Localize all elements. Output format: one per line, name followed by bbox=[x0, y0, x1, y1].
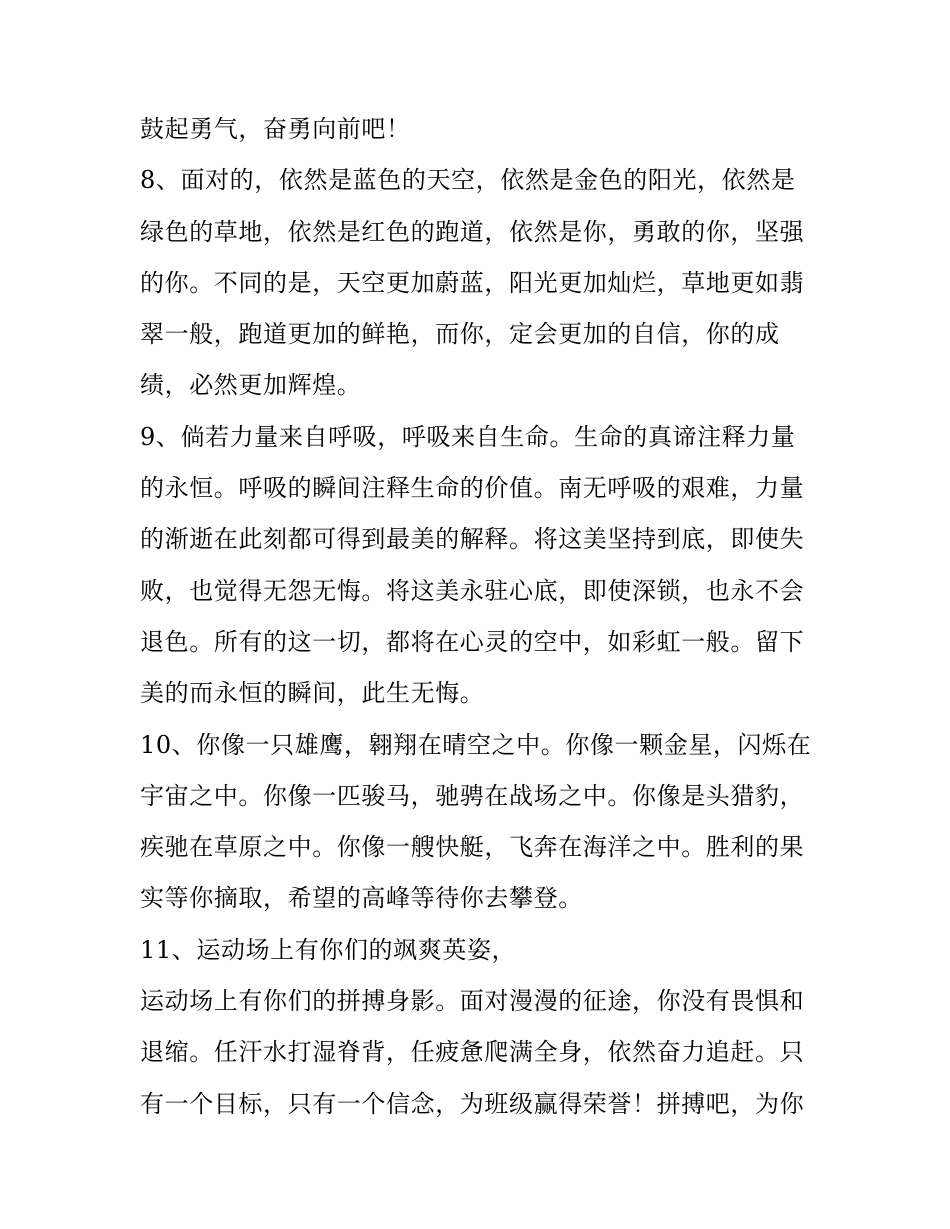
text-line: 疾驰在草原之中。你像一艘快艇，飞奔在海洋之中。胜利的果 bbox=[140, 833, 805, 862]
text-line: 11、运动场上有你们的飒爽英姿， bbox=[140, 935, 517, 964]
text-line: 退色。所有的这一切，都将在心灵的空中，如彩虹一般。留下 bbox=[140, 627, 805, 656]
text-line: 有一个目标，只有一个信念，为班级赢得荣誉！拼搏吧，为你 bbox=[140, 1089, 805, 1118]
text-line: 宇宙之中。你像一匹骏马，驰骋在战场之中。你像是头猎豹， bbox=[140, 781, 805, 810]
text-line: 的永恒。呼吸的瞬间注释生命的价值。南无呼吸的艰难，力量 bbox=[140, 474, 805, 503]
text-line: 10、你像一只雄鹰，翱翔在晴空之中。你像一颗金星，闪烁在 bbox=[140, 730, 812, 759]
text-line: 实等你摘取，希望的高峰等待你去攀登。 bbox=[140, 884, 583, 913]
text-line: 绿色的草地，依然是红色的跑道，依然是你，勇敢的你，坚强 bbox=[140, 217, 805, 246]
text-line: 运动场上有你们的拼搏身影。面对漫漫的征途，你没有畏惧和 bbox=[140, 987, 805, 1016]
text-line: 绩，必然更加辉煌。 bbox=[140, 371, 362, 400]
text-line: 翠一般，跑道更加的鲜艳，而你，定会更加的自信，你的成 bbox=[140, 320, 780, 349]
text-line: 败，也觉得无怨无悔。将这美永驻心底，即使深锁，也永不会 bbox=[140, 576, 805, 605]
text-line: 8、面对的，依然是蓝色的天空，依然是金色的阳光，依然是 bbox=[140, 166, 796, 195]
text-line: 美的而永恒的瞬间，此生无悔。 bbox=[140, 679, 485, 708]
text-line: 的你。不同的是，天空更加蔚蓝，阳光更加灿烂，草地更如翡 bbox=[140, 268, 805, 297]
document-body bbox=[140, 104, 815, 1130]
text-line: 9、倘若力量来自呼吸，呼吸来自生命。生命的真谛注释力量 bbox=[140, 422, 796, 451]
text-line: 退缩。任汗水打湿脊背，任疲惫爬满全身，依然奋力追赶。只 bbox=[140, 1038, 805, 1067]
text-line: 的渐逝在此刻都可得到最美的解释。将这美坚持到底，即使失 bbox=[140, 525, 805, 554]
text-line: 鼓起勇气，奋勇向前吧！ bbox=[140, 115, 411, 143]
